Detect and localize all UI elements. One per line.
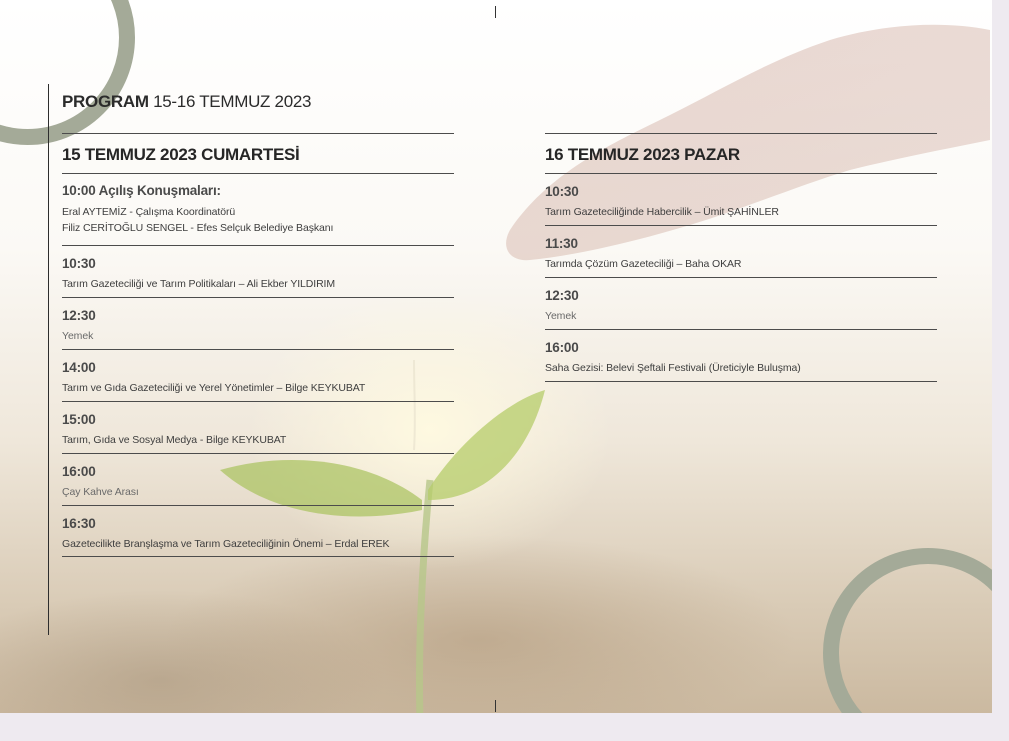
divider [545,225,937,226]
day2-item-desc: Yemek [545,310,577,322]
divider [62,453,454,454]
divider [62,401,454,402]
day1-item-time: 15:00 [62,412,96,427]
day2-item-time: 16:00 [545,340,579,355]
day1-item-desc: Tarım Gazeteciliği ve Tarım Politikaları – Ali Ekber YILDIRIM [62,278,336,290]
day2-item-desc: Tarım Gazeteciliğinde Habercilik – Ümit ŞAHİNLER [545,206,779,218]
day1-item-time: 10:30 [62,256,96,271]
fold-mark-top [495,6,496,18]
divider [545,277,937,278]
divider [545,381,937,382]
divider [62,297,454,298]
divider [62,245,454,246]
program-label: PROGRAM [62,92,149,111]
day1-item-time: 16:30 [62,516,96,531]
divider [545,173,937,174]
day1-item-desc: Tarım ve Gıda Gazeteciliği ve Yerel Yönetimler – Bilge KEYKUBAT [62,382,366,394]
divider [62,133,454,134]
day1-item-time: 10:00 Açılış Konuşmaları: [62,183,221,198]
day1-item-time: 14:00 [62,360,96,375]
day1-item-desc: Gazetecilikte Branşlaşma ve Tarım Gazeteciliğinin Önemi – Erdal EREK [62,538,390,550]
program-dates: 15-16 TEMMUZ 2023 [153,92,312,111]
day1-item-time: 12:30 [62,308,96,323]
divider [62,173,454,174]
day2-item-desc: Tarımda Çözüm Gazeteciliği – Baha OKAR [545,258,742,270]
day1-item-desc: Çay Kahve Arası [62,486,139,498]
day1-item-desc: Yemek [62,330,94,342]
day1-item-desc: Eral AYTEMİZ - Çalışma Koordinatörü [62,206,236,218]
sprout-image [200,300,560,713]
divider [62,556,454,557]
divider [62,505,454,506]
fold-mark-bottom [495,700,496,712]
program-title [62,92,311,112]
decorative-ring-bottom-right [823,548,992,713]
day2-item-time: 12:30 [545,288,579,303]
decorative-ring-top-left [0,0,135,145]
divider [545,329,937,330]
day2-item-time: 10:30 [545,184,579,199]
day1-item-time: 16:00 [62,464,96,479]
day1-item-desc: Tarım, Gıda ve Sosyal Medya - Bilge KEYKUBAT [62,434,287,446]
left-accent-line [48,84,49,635]
day1-item-desc: Filiz CERİTOĞLU SENGEL - Efes Selçuk Belediye Başkanı [62,222,334,234]
divider [62,349,454,350]
day2-item-desc: Saha Gezisi: Belevi Şeftali Festivali (Üreticiyle Buluşma) [545,362,801,374]
day2-item-time: 11:30 [545,236,578,251]
day1-title: 15 TEMMUZ 2023 CUMARTESİ [62,145,300,164]
day2-title: 16 TEMMUZ 2023 PAZAR [545,145,740,164]
divider [545,133,937,134]
